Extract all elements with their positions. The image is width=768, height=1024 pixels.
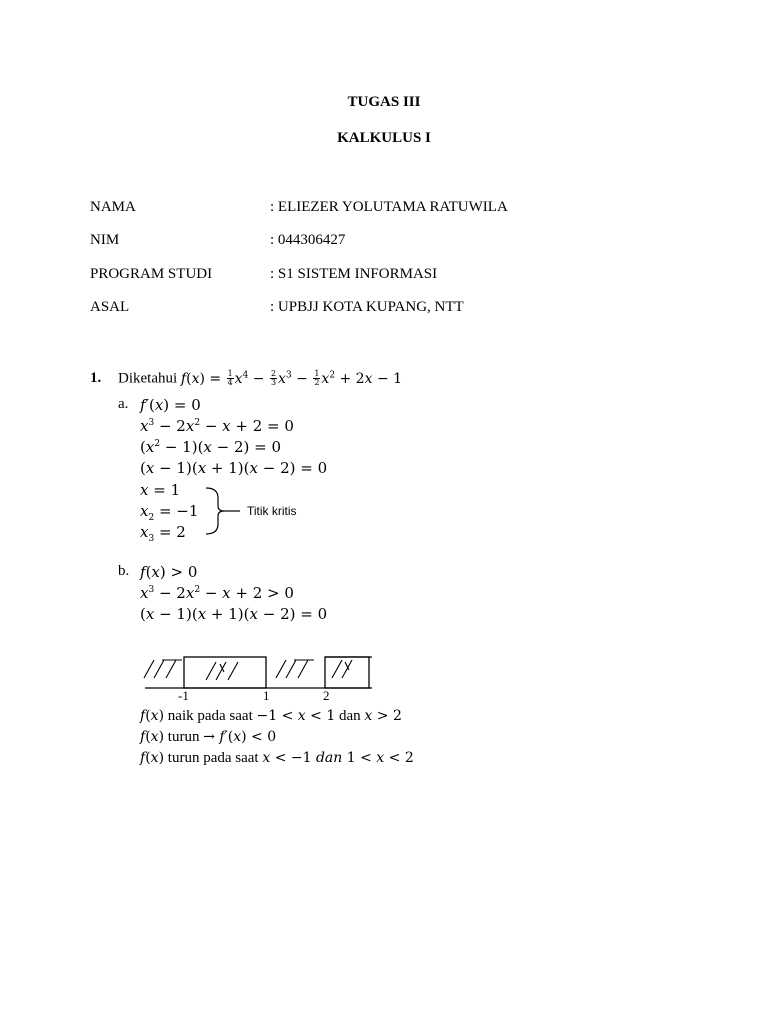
part-b-label: b. bbox=[118, 563, 130, 579]
eq-a1: f′(x) = 0 bbox=[140, 396, 201, 414]
info-value-asal: : UPBJJ KOTA KUPANG, NTT bbox=[270, 299, 464, 315]
function-definition: f(x) = $\frac{1}{4}$ $x^4$ − $\frac{2}{3}$ $x^3$ − $\frac{1}{2}$ $x^2 + 2x - 1$ bbox=[180, 369, 403, 387]
eq-a6: $x_2 = -1$ bbox=[140, 502, 199, 523]
info-label-nama: NAMA bbox=[90, 199, 136, 215]
sign-chart bbox=[140, 650, 380, 705]
info-value-nim: : 044306427 bbox=[270, 232, 346, 248]
part-a-label: a. bbox=[118, 396, 129, 412]
eq-a7: $x_3 = 2$ bbox=[140, 523, 186, 544]
eq-a3: $(x^2 - 1)(x - 2) = 0$ bbox=[140, 438, 282, 456]
eq-a5: x = 1 bbox=[140, 481, 181, 499]
eq-b1: f(x) > 0 bbox=[140, 563, 198, 581]
eq-a4: (x − 1)(x + 1)(x − 2) = 0 bbox=[140, 459, 328, 477]
turun-condition: f(x) turun → f′(x) < 0 bbox=[140, 729, 277, 745]
eq-b3: (x − 1)(x + 1)(x − 2) = 0 bbox=[140, 605, 328, 623]
turun-statement: f(x) turun pada saat x < −1 dan 1 < x < 2 bbox=[140, 750, 414, 766]
tick-minus-1: -1 bbox=[178, 688, 189, 703]
info-label-asal: ASAL bbox=[90, 299, 130, 315]
info-label-nim: NIM bbox=[90, 232, 120, 248]
eq-b2: $x^3 - 2x^2 - x + 2 > 0$ bbox=[140, 584, 294, 602]
brace-icon bbox=[200, 486, 250, 536]
info-value-prodi: : S1 SISTEM INFORMASI bbox=[270, 266, 438, 282]
tick-1: 1 bbox=[263, 688, 270, 703]
info-label-prodi: PROGRAM STUDI bbox=[90, 266, 213, 282]
problem-intro: Diketahui bbox=[118, 370, 178, 387]
problem-statement bbox=[118, 370, 402, 388]
info-value-nama: : ELIEZER YOLUTAMA RATUWILA bbox=[270, 199, 508, 215]
problem-number: 1. bbox=[90, 370, 102, 386]
titik-kritis-label: Titik kritis bbox=[247, 504, 297, 518]
tick-2: 2 bbox=[323, 688, 330, 703]
document-subtitle: KALKULUS I bbox=[337, 130, 431, 146]
naik-statement: f(x) naik pada saat −1 < x < 1 dan x > 2 bbox=[140, 708, 402, 724]
document-title: TUGAS III bbox=[347, 94, 421, 110]
eq-a2: $x^3 - 2x^2 - x + 2 = 0$ bbox=[140, 417, 294, 435]
